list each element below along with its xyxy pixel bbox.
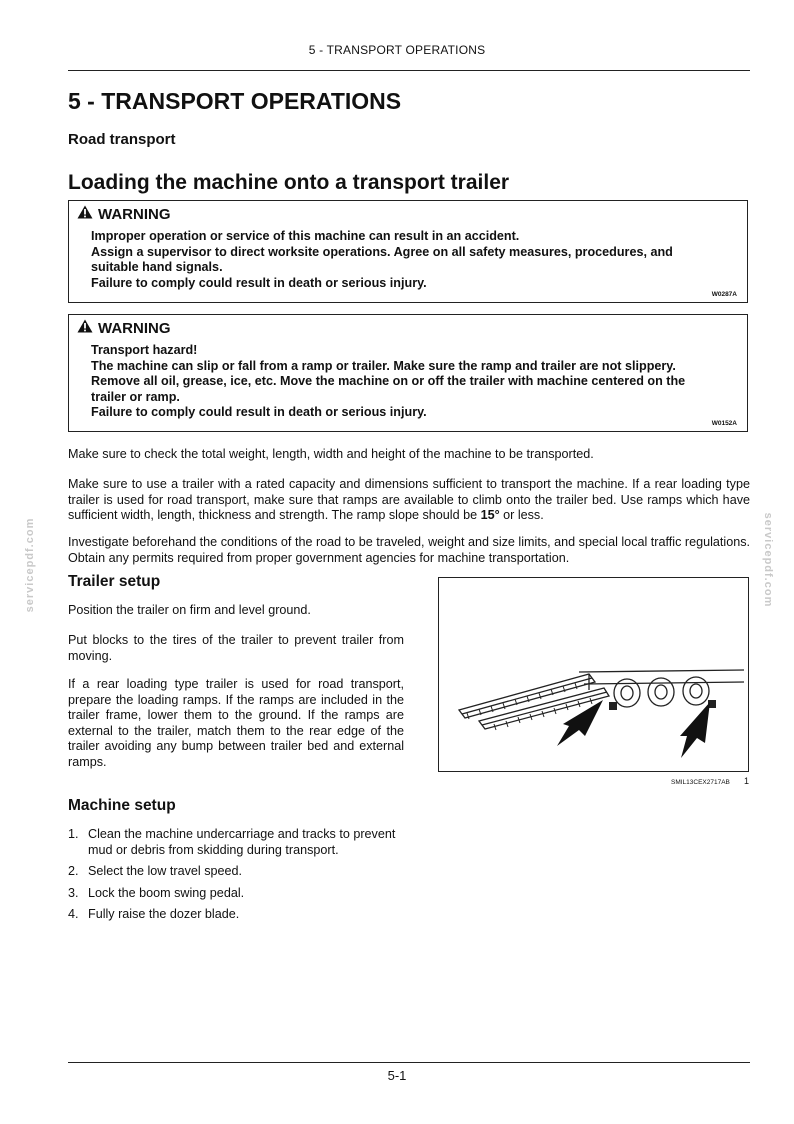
trailer-figure	[438, 577, 749, 772]
machine-setup-heading: Machine setup	[68, 797, 176, 814]
section-title: Loading the machine onto a transport trailer	[68, 171, 510, 194]
warning-code: W0287A	[711, 291, 737, 298]
watermark-left: servicepdf.com	[24, 517, 36, 613]
chapter-title: 5 - TRANSPORT OPERATIONS	[68, 88, 402, 114]
paragraph: Position the trailer on firm and level ground.	[68, 603, 311, 617]
trailer-setup-heading: Trailer setup	[68, 573, 161, 590]
warning-box	[68, 314, 748, 432]
warning-triangle-icon	[77, 319, 93, 337]
warning-text: Improper operation or service of this machine can result in an accident. Assign a supervisor to direct worksite operations. Agree on all safety measures, procedures, and suitable hand signals. Failure to comply could result in death or serious injury.	[91, 229, 673, 290]
trailer-ramp-illustration	[439, 578, 748, 771]
header-rule	[68, 70, 750, 71]
warning-text: Transport hazard! The machine can slip or fall from a ramp or trailer. Make sure the ramp and trailer are not slippery. Remove all oil, grease, ice, etc. Move the machine on or off the trailer with machine centered on the trailer or ramp. Failure to comply could result in death or serious injury.	[91, 343, 686, 419]
footer-rule	[68, 1062, 750, 1063]
list-item: 3. Lock the boom swing pedal.	[68, 885, 245, 900]
warning-code: W0152A	[711, 420, 737, 427]
list-item: 4. Fully raise the dozer blade.	[68, 907, 240, 921]
paragraph: If a rear loading type trailer is used for road transport, prepare the loading ramps. If the ramps are included in the trailer frame, lower them to the ground. If the ramps are external to the trailer, match them to the rear edge of the trailer avoiding any bump between trailer bed and external ramps.	[68, 677, 404, 769]
running-header: 5 - TRANSPORT OPERATIONS	[308, 43, 486, 57]
figure-caption: SMIL13CEX2717AB	[671, 779, 730, 786]
list-item: 2. Select the low travel speed.	[68, 864, 243, 878]
paragraph: Put blocks to the tires of the trailer to prevent trailer from moving.	[68, 633, 404, 663]
subheading: Road transport	[68, 131, 176, 148]
warning-title: WARNING	[77, 205, 171, 223]
paragraph: Make sure to check the total weight, length, width and height of the machine to be transported.	[68, 447, 594, 461]
warning-box	[68, 200, 748, 303]
watermark-right: servicepdf.com	[762, 512, 774, 608]
page-number: 5-1	[387, 1068, 407, 1083]
paragraph: Make sure to use a trailer with a rated capacity and dimensions sufficient to transport the machine. If a rear loading type trailer is used for road transport, make sure that ramps are available to climb onto the trailer bed. Use ramps which have sufficient width, length, thickness and strength. The ramp slope should be 15° or less.	[68, 477, 750, 522]
figure-number: 1	[744, 776, 750, 786]
warning-triangle-icon	[77, 205, 93, 223]
warning-title: WARNING	[77, 319, 171, 337]
machine-setup-steps	[68, 827, 408, 929]
paragraph: Investigate beforehand the conditions of the road to be traveled, weight and size limits, and special local traffic regulations. Obtain any permits required from proper government agencies for machine transportation.	[68, 535, 750, 565]
list-item: 1. Clean the machine undercarriage and tracks to prevent mud or debris from skidding during transport.	[68, 827, 396, 857]
